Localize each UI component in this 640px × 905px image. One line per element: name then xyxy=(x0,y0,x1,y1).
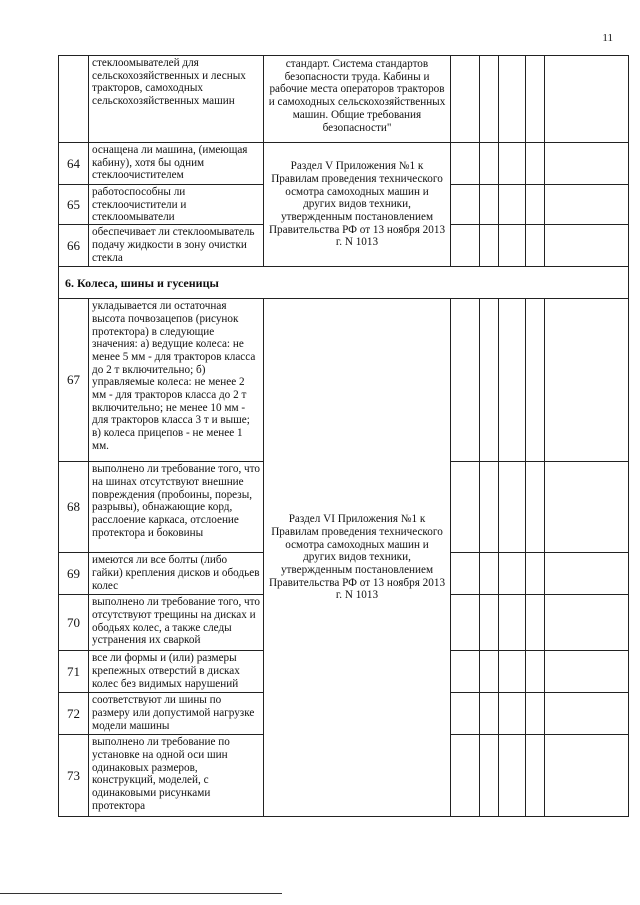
row-number: 72 xyxy=(59,693,89,735)
row-number: 68 xyxy=(59,462,89,553)
requirement-text: работоспособны ли стеклоочистители и стеклоомыватели xyxy=(89,185,264,225)
requirement-text: выполнено ли требование того, что на шинах отсутствуют внешние повреждения (пробоины, порезы, разрывы), обнажающие корд, расслоение каркаса, отслоение протектора и боковины xyxy=(89,462,264,553)
row-number: 71 xyxy=(59,651,89,693)
row-number: 64 xyxy=(59,143,89,185)
row-number: 69 xyxy=(59,553,89,595)
table-row xyxy=(59,299,629,462)
reference-text: Раздел V Приложения №1 к Правилам проведения технического осмотра самоходных машин и других видов техники, утвержденным постановлением Правительства РФ от 13 ноября 2013 г. N 1013 xyxy=(264,143,451,267)
footnote-divider xyxy=(0,893,282,894)
requirement-text: укладывается ли остаточная высота почвозацепов (рисунок протектора) в следующие значения: а) ведущие колеса: не менее 5 мм - для тракторов класса до 2 т включительно; б) управляемые колеса: не менее 2 мм - для тракторов класса до 2 т включительно; не менее 10 мм - для тракторов класса 3 т и выше; в) колеса прицепов - не менее 1 мм. xyxy=(89,299,264,462)
requirement-text: выполнено ли требование по установке на одной оси шин одинаковых размеров, конструкций, моделей, с одинаковыми рисунками протектора xyxy=(89,735,264,817)
requirement-text: имеются ли все болты (либо гайки) крепления дисков и ободьев колес xyxy=(89,553,264,595)
row-number: 67 xyxy=(59,299,89,462)
table-row xyxy=(59,56,629,143)
reference-text: Раздел VI Приложения №1 к Правилам проведения технического осмотра самоходных машин и других видов техники, утвержденным постановлением Правительства РФ от 13 ноября 2013 г. N 1013 xyxy=(264,299,451,817)
section-row xyxy=(59,267,629,299)
row-number: 65 xyxy=(59,185,89,225)
row-number: 70 xyxy=(59,595,89,651)
requirement-text: оснащена ли машина, (имеющая кабину), хотя бы одним стеклоочистителем xyxy=(89,143,264,185)
reference-text: стандарт. Система стандартов безопасности труда. Кабины и рабочие места операторов тракторов и самоходных сельскохозяйственных машин. Общие требования безопасности" xyxy=(264,56,451,143)
table-row xyxy=(59,143,629,185)
requirement-text: все ли формы и (или) размеры крепежных отверстий в дисках колес без видимых нарушений xyxy=(89,651,264,693)
requirement-text: обеспечивает ли стеклоомыватель подачу жидкости в зону очистки стекла xyxy=(89,225,264,267)
inspection-table xyxy=(58,55,629,817)
requirement-text: соответствуют ли шины по размеру или допустимой нагрузке модели машины xyxy=(89,693,264,735)
row-number: 66 xyxy=(59,225,89,267)
page-number: 11 xyxy=(602,32,613,44)
requirement-text: выполнено ли требование того, что отсутствуют трещины на дисках и ободьях колес, а также следы устранения их сваркой xyxy=(89,595,264,651)
requirement-text: стеклоомывателей для сельскохозяйственных и лесных тракторов, самоходных сельскохозяйственных машин xyxy=(89,56,264,143)
section-heading: 6. Колеса, шины и гусеницы xyxy=(59,267,629,299)
row-number xyxy=(59,56,89,143)
row-number: 73 xyxy=(59,735,89,817)
